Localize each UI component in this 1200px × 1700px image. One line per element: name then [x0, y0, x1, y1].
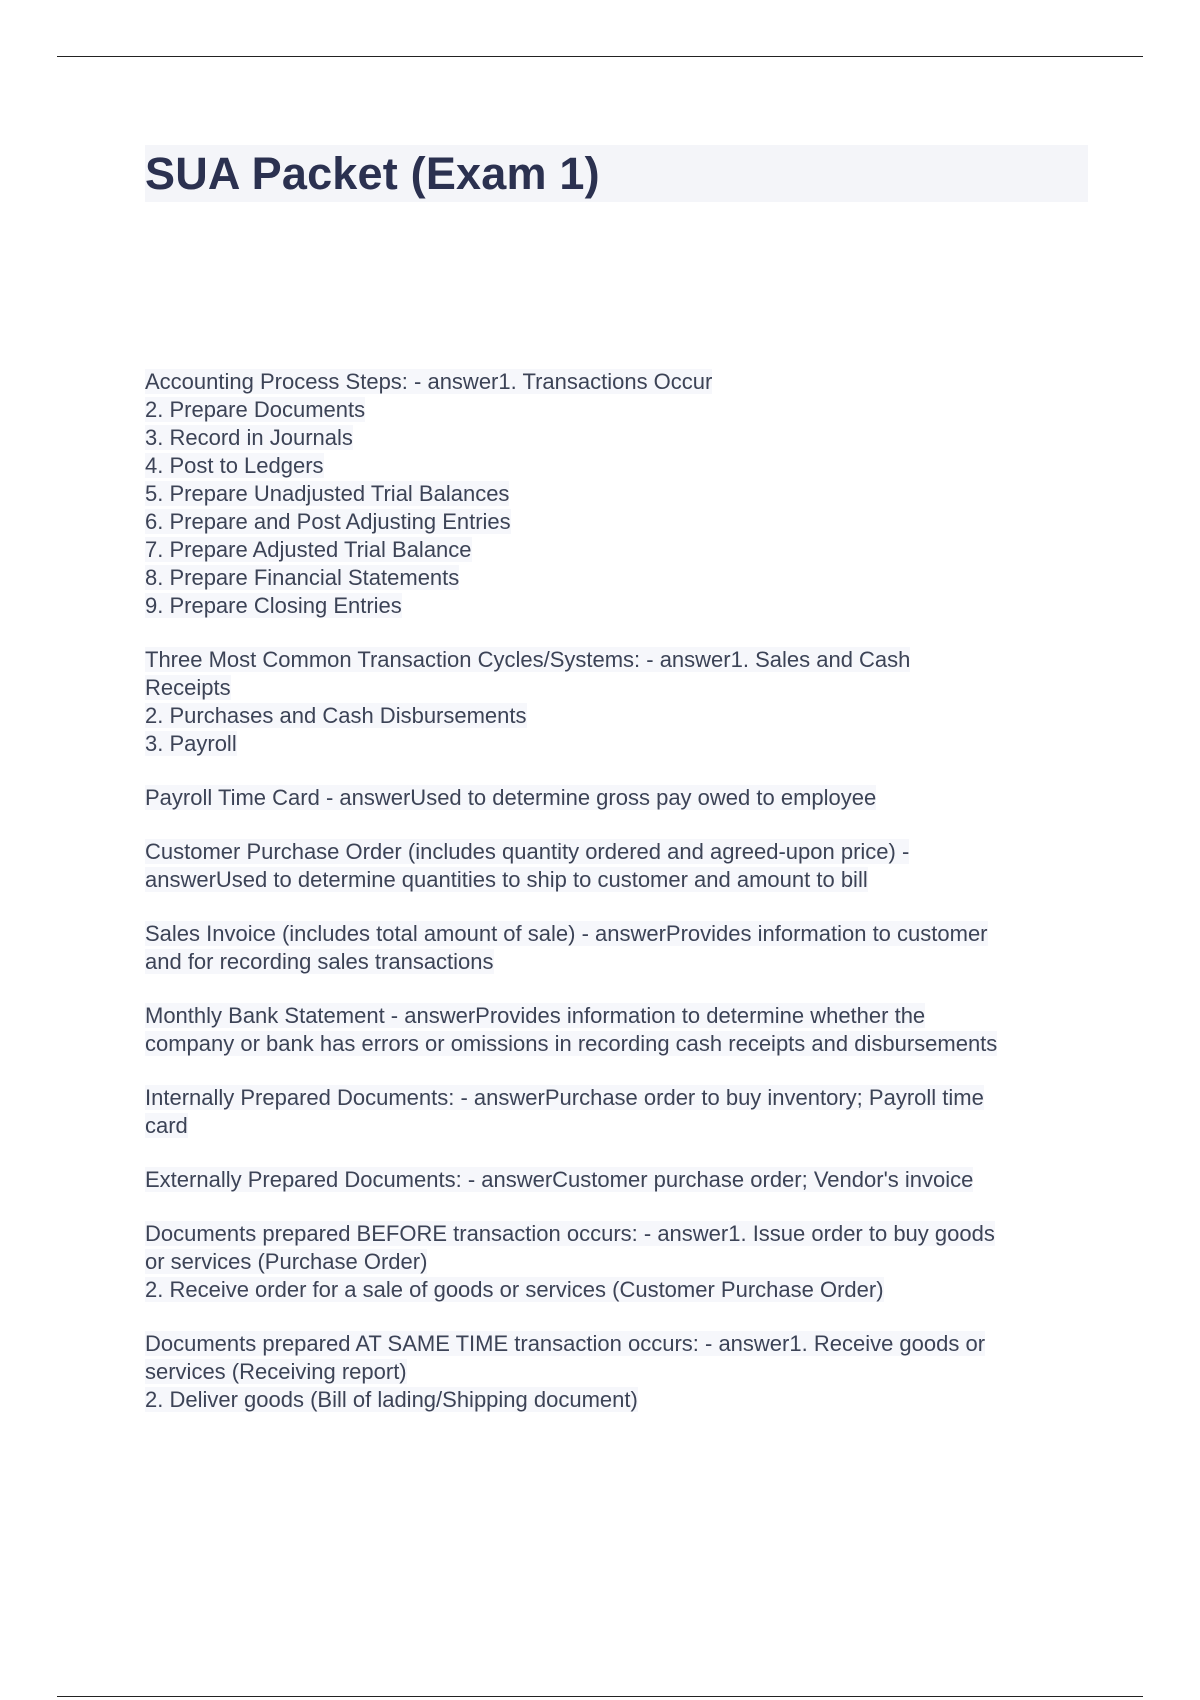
qa-line [145, 702, 1095, 730]
qa-line-text: Payroll Time Card - answerUsed to determine gross pay owed to employee [145, 785, 877, 810]
qa-line-text: Documents prepared BEFORE transaction occurs: - answer1. Issue order to buy goods [145, 1221, 995, 1246]
qa-line-text: 8. Prepare Financial Statements [145, 565, 460, 590]
bottom-rule [57, 1696, 1143, 1697]
qa-line-text: 7. Prepare Adjusted Trial Balance [145, 537, 472, 562]
qa-line-text: 3. Record in Journals [145, 425, 353, 450]
qa-line [145, 1358, 1095, 1386]
qa-line-text: Externally Prepared Documents: - answerCustomer purchase order; Vendor's invoice [145, 1167, 974, 1192]
qa-entry [145, 646, 1095, 758]
qa-line [145, 1330, 1095, 1358]
qa-line [145, 536, 1095, 564]
qa-line-text: 2. Receive order for a sale of goods or services (Customer Purchase Order) [145, 1277, 884, 1302]
qa-line [145, 1030, 1095, 1058]
qa-line-text: services (Receiving report) [145, 1359, 407, 1384]
qa-line [145, 646, 1095, 674]
qa-line-text: 9. Prepare Closing Entries [145, 593, 402, 618]
qa-line-text: and for recording sales transactions [145, 949, 494, 974]
qa-line [145, 1084, 1095, 1112]
qa-line-text: 2. Prepare Documents [145, 397, 366, 422]
qa-entry [145, 1002, 1095, 1058]
top-rule [57, 56, 1143, 57]
qa-line-text: card [145, 1113, 188, 1138]
qa-line-text: 6. Prepare and Post Adjusting Entries [145, 509, 511, 534]
qa-line-text: 2. Deliver goods (Bill of lading/Shipping document) [145, 1387, 638, 1412]
qa-line [145, 948, 1095, 976]
qa-line-text: Customer Purchase Order (includes quantity ordered and agreed-upon price) - [145, 839, 910, 864]
qa-line-text: Monthly Bank Statement - answerProvides information to determine whether the [145, 1003, 926, 1028]
qa-line-text: Three Most Common Transaction Cycles/Systems: - answer1. Sales and Cash [145, 647, 911, 672]
qa-line-text: 5. Prepare Unadjusted Trial Balances [145, 481, 510, 506]
qa-line [145, 1220, 1095, 1248]
qa-entry [145, 368, 1095, 620]
qa-line-text: 4. Post to Ledgers [145, 453, 324, 478]
qa-line [145, 674, 1095, 702]
qa-line [145, 1276, 1095, 1304]
qa-line-text: Receipts [145, 675, 231, 700]
qa-line [145, 1002, 1095, 1030]
qa-line [145, 730, 1095, 758]
document-title: SUA Packet (Exam 1) [145, 148, 600, 199]
qa-line [145, 564, 1095, 592]
qa-line-text: Internally Prepared Documents: - answerPurchase order to buy inventory; Payroll time [145, 1085, 984, 1110]
qa-line [145, 452, 1095, 480]
qa-entry [145, 838, 1095, 894]
qa-entry [145, 920, 1095, 976]
qa-entry [145, 1084, 1095, 1140]
qa-entry [145, 1166, 1095, 1194]
qa-line [145, 368, 1095, 396]
qa-line [145, 396, 1095, 424]
qa-line [145, 1166, 1095, 1194]
qa-line-text: 3. Payroll [145, 731, 237, 756]
qa-line-text: Accounting Process Steps: - answer1. Transactions Occur [145, 369, 713, 394]
qa-line [145, 1386, 1095, 1414]
qa-line [145, 424, 1095, 452]
qa-line [145, 508, 1095, 536]
qa-line [145, 1248, 1095, 1276]
qa-line-text: company or bank has errors or omissions in recording cash receipts and disbursements [145, 1031, 998, 1056]
qa-entry [145, 1220, 1095, 1304]
qa-line [145, 1112, 1095, 1140]
qa-line-text: Documents prepared AT SAME TIME transaction occurs: - answer1. Receive goods or [145, 1331, 986, 1356]
qa-line [145, 480, 1095, 508]
qa-line-text: or services (Purchase Order) [145, 1249, 428, 1274]
qa-entry [145, 1330, 1095, 1414]
qa-entry [145, 784, 1095, 812]
qa-line-text: 2. Purchases and Cash Disbursements [145, 703, 527, 728]
qa-content [145, 368, 1095, 1440]
qa-line-text: answerUsed to determine quantities to ship to customer and amount to bill [145, 867, 868, 892]
qa-line [145, 920, 1095, 948]
qa-line-text: Sales Invoice (includes total amount of sale) - answerProvides information to customer [145, 921, 988, 946]
qa-line [145, 866, 1095, 894]
qa-line [145, 592, 1095, 620]
qa-line [145, 838, 1095, 866]
qa-line [145, 784, 1095, 812]
